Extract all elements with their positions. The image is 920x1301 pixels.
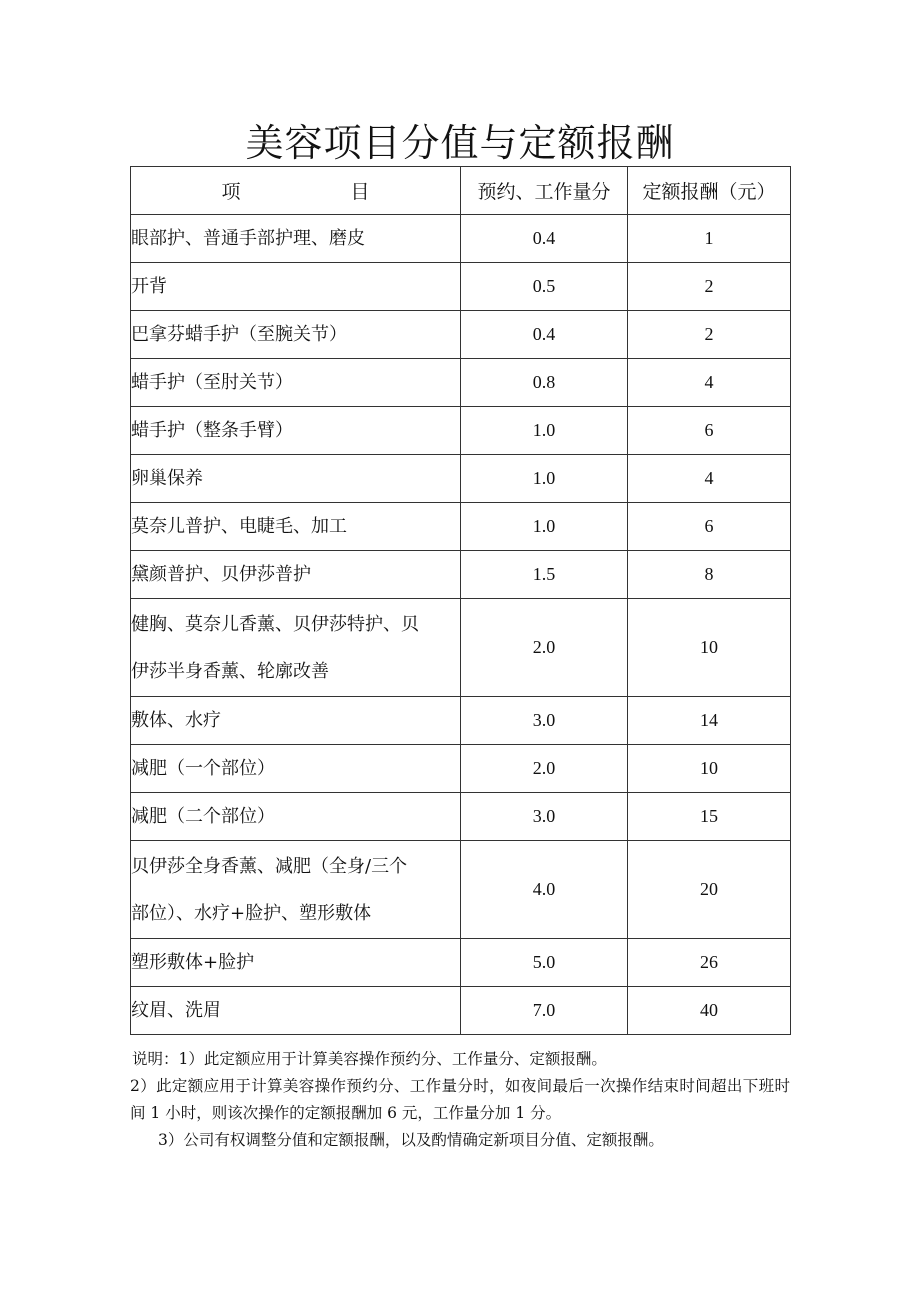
points-cell: 7.0 xyxy=(461,987,628,1035)
item-cell: 黛颜普护、贝伊莎普护 xyxy=(131,551,461,599)
points-cell: 5.0 xyxy=(461,939,628,987)
item-cell: 减肥（二个部位） xyxy=(131,793,461,841)
pay-cell: 2 xyxy=(628,263,791,311)
table-row xyxy=(131,745,791,793)
item-cell: 开背 xyxy=(131,263,461,311)
item-cell: 巴拿芬蜡手护（至腕关节） xyxy=(131,311,461,359)
table-row xyxy=(131,263,791,311)
table-row xyxy=(131,793,791,841)
table-row xyxy=(131,503,791,551)
pay-cell: 4 xyxy=(628,455,791,503)
pay-cell: 6 xyxy=(628,503,791,551)
table-row xyxy=(131,939,791,987)
pay-cell: 14 xyxy=(628,697,791,745)
points-cell: 1.5 xyxy=(461,551,628,599)
table-row xyxy=(131,455,791,503)
item-cell: 塑形敷体+脸护 xyxy=(131,939,461,987)
page-title: 美容项目分值与定额报酬 xyxy=(245,121,675,165)
header-item: 项 目 xyxy=(131,167,461,215)
table-row xyxy=(131,407,791,455)
item-cell: 蜡手护（整条手臂） xyxy=(131,407,461,455)
points-cell: 1.0 xyxy=(461,407,628,455)
points-cell: 1.0 xyxy=(461,503,628,551)
note-2: 2）此定额应用于计算美容操作预约分、工作量分时，如夜间最后一次操作结束时间超出下班时间 1 小时，则该次操作的定额报酬加 6 元，工作量分加 1 分。 xyxy=(130,1077,790,1122)
pay-cell: 40 xyxy=(628,987,791,1035)
header-pay: 定额报酬（元） xyxy=(628,167,791,215)
points-cell: 2.0 xyxy=(461,599,628,697)
item-line: 伊莎半身香薰、轮廓改善 xyxy=(131,660,329,682)
table-row xyxy=(131,599,791,697)
notes-section xyxy=(130,1046,790,1154)
points-cell: 2.0 xyxy=(461,745,628,793)
item-cell xyxy=(131,599,461,697)
table-row xyxy=(131,697,791,745)
pay-cell: 10 xyxy=(628,599,791,697)
points-pay-table xyxy=(130,166,791,1035)
item-cell: 敷体、水疗 xyxy=(131,697,461,745)
table-row xyxy=(131,987,791,1035)
table-row xyxy=(131,359,791,407)
item-line: 贝伊莎全身香薰、减肥（全身/三个 xyxy=(131,855,408,877)
pay-cell: 26 xyxy=(628,939,791,987)
points-cell: 0.8 xyxy=(461,359,628,407)
item-cell: 纹眉、洗眉 xyxy=(131,987,461,1035)
points-cell: 0.5 xyxy=(461,263,628,311)
item-cell: 蜡手护（至肘关节） xyxy=(131,359,461,407)
table-row xyxy=(131,215,791,263)
note-3: 3）公司有权调整分值和定额报酬，以及酌情确定新项目分值、定额报酬。 xyxy=(158,1131,664,1149)
item-cell: 眼部护、普通手部护理、磨皮 xyxy=(131,215,461,263)
pay-cell: 20 xyxy=(628,841,791,939)
pay-cell: 10 xyxy=(628,745,791,793)
item-cell: 减肥（一个部位） xyxy=(131,745,461,793)
table-row xyxy=(131,311,791,359)
points-cell: 0.4 xyxy=(461,215,628,263)
pay-cell: 6 xyxy=(628,407,791,455)
pay-cell: 8 xyxy=(628,551,791,599)
pay-cell: 15 xyxy=(628,793,791,841)
note-1: 说明：1）此定额应用于计算美容操作预约分、工作量分、定额报酬。 xyxy=(132,1050,607,1068)
points-cell: 0.4 xyxy=(461,311,628,359)
points-cell: 3.0 xyxy=(461,697,628,745)
item-line: 部位）、水疗+脸护、塑形敷体 xyxy=(131,902,372,924)
item-cell: 莫奈儿普护、电睫毛、加工 xyxy=(131,503,461,551)
table-row xyxy=(131,551,791,599)
item-cell: 卵巢保养 xyxy=(131,455,461,503)
item-line: 健胸、莫奈儿香薰、贝伊莎特护、贝 xyxy=(131,613,419,635)
points-cell: 4.0 xyxy=(461,841,628,939)
pay-cell: 1 xyxy=(628,215,791,263)
points-cell: 3.0 xyxy=(461,793,628,841)
item-cell xyxy=(131,841,461,939)
table-header-row xyxy=(131,167,791,215)
points-cell: 1.0 xyxy=(461,455,628,503)
header-points: 预约、工作量分 xyxy=(461,167,628,215)
pay-cell: 2 xyxy=(628,311,791,359)
table-row xyxy=(131,841,791,939)
pay-cell: 4 xyxy=(628,359,791,407)
